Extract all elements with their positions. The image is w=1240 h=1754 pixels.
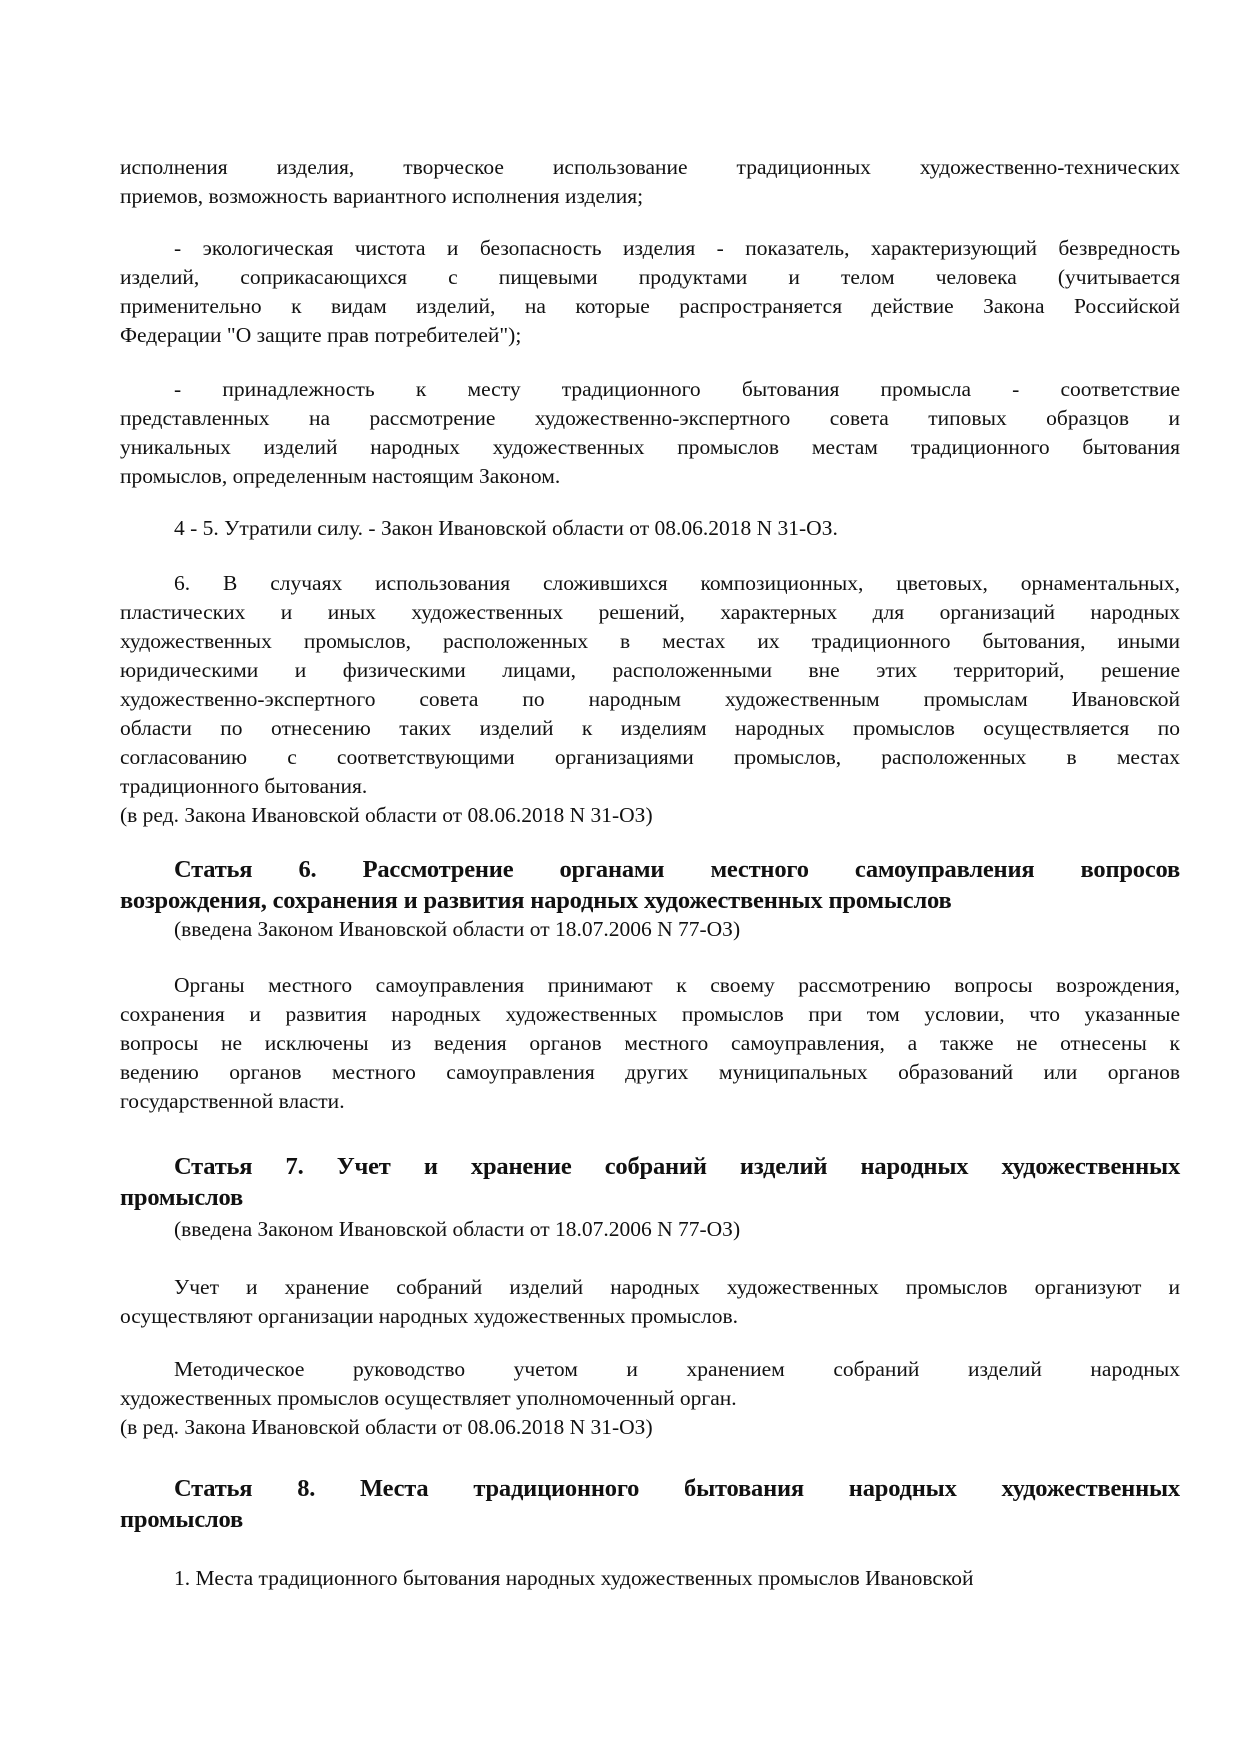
text-line: Статья 6. Рассмотрение органами местного самоуправления вопросов (174, 856, 1180, 883)
paragraph-ecological-safety (120, 234, 1180, 350)
text-line: ведению органов местного самоуправления других муниципальных образований или органов (120, 1060, 1180, 1084)
text-line: 6. В случаях использования сложившихся композиционных, цветовых, орнаментальных, (174, 571, 1180, 595)
text-line: Органы местного самоуправления принимают к своему рассмотрению вопросы возрождения, (174, 973, 1180, 997)
text-line: государственной власти. (120, 1089, 345, 1113)
text-line: - принадлежность к месту традиционного бытования промысла - соответствие (174, 377, 1180, 401)
paragraph-traditional-place (120, 375, 1180, 491)
text-line: Статья 7. Учет и хранение собраний изделий народных художественных (174, 1153, 1180, 1180)
article-7-body (120, 1273, 1180, 1331)
paragraph-item-6 (120, 569, 1180, 830)
text-line: применительно к видам изделий, на которые распространяется действие Закона Российской (120, 294, 1180, 318)
article-6-body (120, 971, 1180, 1116)
text-line: уникальных изделий народных художественных промыслов местам традиционного бытования (120, 435, 1180, 459)
text-line: Учет и хранение собраний изделий народных художественных промыслов организуют и (174, 1275, 1180, 1299)
text-line: Федерации "О защите прав потребителей"); (120, 323, 522, 347)
text-line: вопросы не исключены из ведения органов местного самоуправления, а также не отнесены к (120, 1031, 1180, 1055)
text-line: промыслов (120, 1184, 244, 1211)
paragraph-continuation (120, 153, 1180, 211)
text-line: Методическое руководство учетом и хранением собраний изделий народных (174, 1357, 1180, 1381)
article-7-methodical (120, 1355, 1180, 1442)
article-8-heading (120, 1473, 1180, 1535)
text-line: области по отнесению таких изделий к изделиям народных промыслов осуществляется по (120, 716, 1180, 740)
amendment-note: (в ред. Закона Ивановской области от 08.06.2018 N 31-ОЗ) (120, 803, 653, 827)
text-line: художественных промыслов, расположенных в местах их традиционного бытования, иными (120, 629, 1180, 653)
text-line: представленных на рассмотрение художественно-экспертного совета типовых образцов и (120, 406, 1180, 430)
paragraph-repealed-4-5 (120, 514, 1180, 543)
article-6-heading (120, 854, 1180, 916)
text-line: традиционного бытования. (120, 774, 368, 798)
text-line: изделий, соприкасающихся с пищевыми продуктами и телом человека (учитывается (120, 265, 1180, 289)
article-8-item-1 (120, 1564, 1180, 1593)
text-line: (введена Законом Ивановской области от 18.07.2006 N 77-ОЗ) (174, 1217, 741, 1241)
text-line: художественно-экспертного совета по народным художественным промыслам Ивановской (120, 687, 1180, 711)
text-line: - экологическая чистота и безопасность изделия - показатель, характеризующий безвредность (174, 236, 1180, 260)
article-6-note (120, 915, 1180, 944)
article-7-note (120, 1215, 1180, 1244)
article-7-heading (120, 1151, 1180, 1213)
text-line: приемов, возможность вариантного исполнения изделия; (120, 184, 644, 208)
text-line: согласованию с соответствующими организациями промыслов, расположенных в местах (120, 745, 1180, 769)
text-line: промыслов (120, 1506, 244, 1533)
text-line: художественных промыслов осуществляет уполномоченный орган. (120, 1386, 737, 1410)
text-line: Статья 8. Места традиционного бытования народных художественных (174, 1475, 1180, 1502)
text-line: пластических и иных художественных решений, характерных для организаций народных (120, 600, 1180, 624)
text-line: сохранения и развития народных художественных промыслов при том условии, что указанные (120, 1002, 1180, 1026)
text-line: исполнения изделия, творческое использование традиционных художественно-технических (120, 155, 1180, 179)
text-line: (введена Законом Ивановской области от 18.07.2006 N 77-ОЗ) (174, 917, 741, 941)
text-line: юридическими и физическими лицами, расположенными вне этих территорий, решение (120, 658, 1180, 682)
text-line: 1. Места традиционного бытования народных художественных промыслов Ивановской (174, 1566, 974, 1590)
text-line: промыслов, определенным настоящим Законом. (120, 464, 561, 488)
amendment-note: (в ред. Закона Ивановской области от 08.06.2018 N 31-ОЗ) (120, 1415, 653, 1439)
text-line: 4 - 5. Утратили силу. - Закон Ивановской области от 08.06.2018 N 31-ОЗ. (174, 516, 838, 540)
text-line: осуществляют организации народных художественных промыслов. (120, 1304, 739, 1328)
text-line: возрождения, сохранения и развития народных художественных промыслов (120, 887, 952, 914)
